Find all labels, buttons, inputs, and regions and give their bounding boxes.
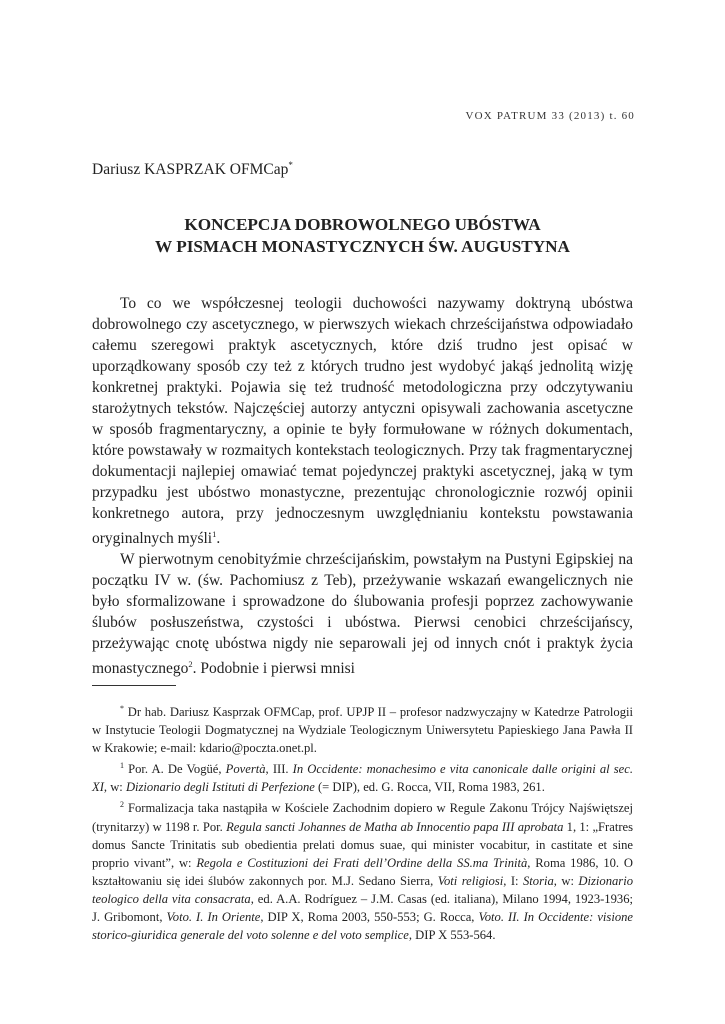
footnote-divider <box>92 685 176 686</box>
article-body <box>92 293 633 679</box>
fn1-c: , III. <box>265 762 293 777</box>
title-line-2: W PISMACH MONASTYCZNYCH ŚW. AUGUSTYNA <box>155 237 570 256</box>
footnote-1 <box>92 757 633 796</box>
author-footnote-mark[interactable]: * <box>288 160 293 170</box>
footnote-ref-1[interactable]: 1 <box>212 529 217 539</box>
paragraph-1-text: To co we współczesnej teologii duchowości nazywamy doktryną ubóstwa dobrowolnego czy ascetycznego, w pierwszych wiekach chrześcijaństwa odpowiadało całemu szeregowi praktyk ascetycznych, które dziś trudno jest opisać w uporządkowany sposób czy też z których trudno jest wydobyć jakąś jednolitą wizję konkretnej praktyki. Pojawia się też trudność metodologiczna przy odczytywaniu starożytnych tekstów. Najczęściej autorzy antyczni opisywali zachowania ascetyczne w sposób fragmentaryczny, a opinie te były formułowane w różnych dokumentach, które powstawały w rozmaitych kontekstach teologicznych. Przy tak fragmentarycznej dokumentacji najlepiej omawiać temat pojedynczej praktyki ascetycznej, jaką w tym przypadku jest ubóstwo monastyczne, prezentując chronologicznie rozwój opinii konkretnego autora, przy jednoczesnym uwzględnianiu kontekstu powstawania oryginalnych myśli <box>92 295 633 548</box>
footnote-ref-2[interactable]: 2 <box>188 659 193 670</box>
running-head: VOX PATRUM 33 (2013) t. 60 <box>465 110 635 122</box>
fn2-d: Regola e Costituzioni dei Frati dell’Ordine della SS.ma Trinità <box>196 855 528 870</box>
footnote-1-mark: 1 <box>120 761 124 771</box>
fn2-l: Voto. I. In Oriente <box>166 909 261 924</box>
paragraph-2-text: W pierwotnym cenobityźmie chrześcijańskim, powstałym na Pustyni Egipskiej na początku IV w. (św. Pachomiusz z Teb), przeżywanie wskazań ewangelicznych nie było sformalizowane i sprowadzone do ślubowania profesji poprzez zachowywanie ślubów posłuszeństwa, czystości i ubóstwa. Pierwsi cenobici chrześcijańscy, przeżywając cnotę ubóstwa nigdy nie separowali jej od innych cnót i praktyk życia monastycznego <box>92 551 633 678</box>
footnote-star <box>92 700 633 757</box>
fn2-n: Voto. II. In Occidente: visione storico-giuridica generale del voto solenne e del voto semplice <box>92 909 633 942</box>
footnotes <box>92 700 633 944</box>
fn1-e: , w: <box>103 780 126 795</box>
footnote-star-mark: * <box>120 704 124 713</box>
fn1-b: Povertà <box>225 762 266 777</box>
fn2-b: Regula sancti Johannes de Matha ab Innocentio papa III aprobata <box>226 819 564 834</box>
footnote-star-text: Dr hab. Dariusz Kasprzak OFMCap, prof. UPJP II – profesor nadzwyczajny w Katedrze Patrologii w Instytucie Teologii Dogmatycznej na Wydziale Teologicznym Uniwersytetu Papieskiego Jana Pawła II w Krakowie; e-mail: kdario@poczta.onet.pl. <box>92 705 633 756</box>
fn1-d: In Occidente: monachesimo e vita canonicale dalle origini al sec. XI <box>92 762 633 795</box>
fn2-e: , Roma 1986, 10. O kształtowaniu się idei ślubów zakonnych por. M.J. Sedano Sierra, <box>92 855 633 888</box>
body-paragraph-1: To co we współczesnej teologii duchowości nazywamy doktryną ubóstwa dobrowolnego czy ascetycznego, w pierwszych wiekach chrześcijaństwa odpowiadało całemu szeregowi praktyk ascetycznych, które dziś trudno jest opisać w uporządkowany sposób czy też z których trudno jest wydobyć jakąś jednolitą wizję konkretnej praktyki. Pojawia się też trudność metodologiczna przy odczytywaniu starożytnych tekstów. Najczęściej autorzy antyczni opisywali zachowania ascetyczne w sposób fragmentaryczny, a opinie te były formułowane w różnych dokumentach, które powstawały w rozmaitych kontekstach teologicznych. Przy tak fragmentarycznej dokumentacji najlepiej omawiać temat pojedynczej praktyki ascetycznej, jaką w tym przypadku jest ubóstwo monastyczne, prezentując chronologicznie rozwój opinii konkretnego autora, przy jednoczesnym uwzględnianiu kontekstu powstawania oryginalnych myśli$^1$. <box>92 295 633 548</box>
body-paragraph-2 <box>92 549 633 679</box>
fn2-m: , DIP X, Roma 2003, 550-553; G. Rocca, <box>260 909 479 924</box>
fn2-h: Storia <box>522 873 554 888</box>
footnote-2 <box>92 796 633 943</box>
fn1-a: Por. A. De Vogüé, <box>124 762 226 777</box>
fn2-j: Dizionario teologico della vita consacrata <box>92 873 634 906</box>
footnote-2-mark: 2 <box>120 800 124 810</box>
paragraph-2-tail: . Podobnie i pierwsi mnisi <box>192 660 355 678</box>
fn1-f: Dizionario degli Istituti di Perfezione <box>125 780 315 795</box>
title-line-1: KONCEPCJA DOBROWOLNEGO UBÓSTWA <box>184 215 541 234</box>
fn2-i: , w: <box>553 873 579 888</box>
fn2-c: 1, 1: „Fratres domus Sancte Trinitatis sub obedientia prelati domus suae, qui minister vocabitur, in castitate et sine proprio vivant”, w: <box>92 819 634 870</box>
fn2-k: , ed. A.A. Rodríguez – J.M. Casas (ed. italiana), Milano 1994, 1923-1936; J. Gribomont, <box>92 891 633 924</box>
fn2-g: , I: <box>503 873 523 888</box>
author-name: Dariusz KASPRZAK OFMCap <box>92 161 289 179</box>
fn2-o: , DIP X 553-564. <box>408 927 496 942</box>
article-title <box>92 214 633 258</box>
author-line <box>92 160 293 179</box>
fn1-g: (= DIP), ed. G. Rocca, VII, Roma 1983, 261. <box>314 780 545 795</box>
fn2-f: Voti religiosi <box>437 873 504 888</box>
fn2-a: Formalizacja taka nastąpiła w Kościele Zachodnim dopiero w Regule Zakonu Trójcy Najświętszej (trynitarzy) w 1198 r. Por. <box>92 801 633 834</box>
